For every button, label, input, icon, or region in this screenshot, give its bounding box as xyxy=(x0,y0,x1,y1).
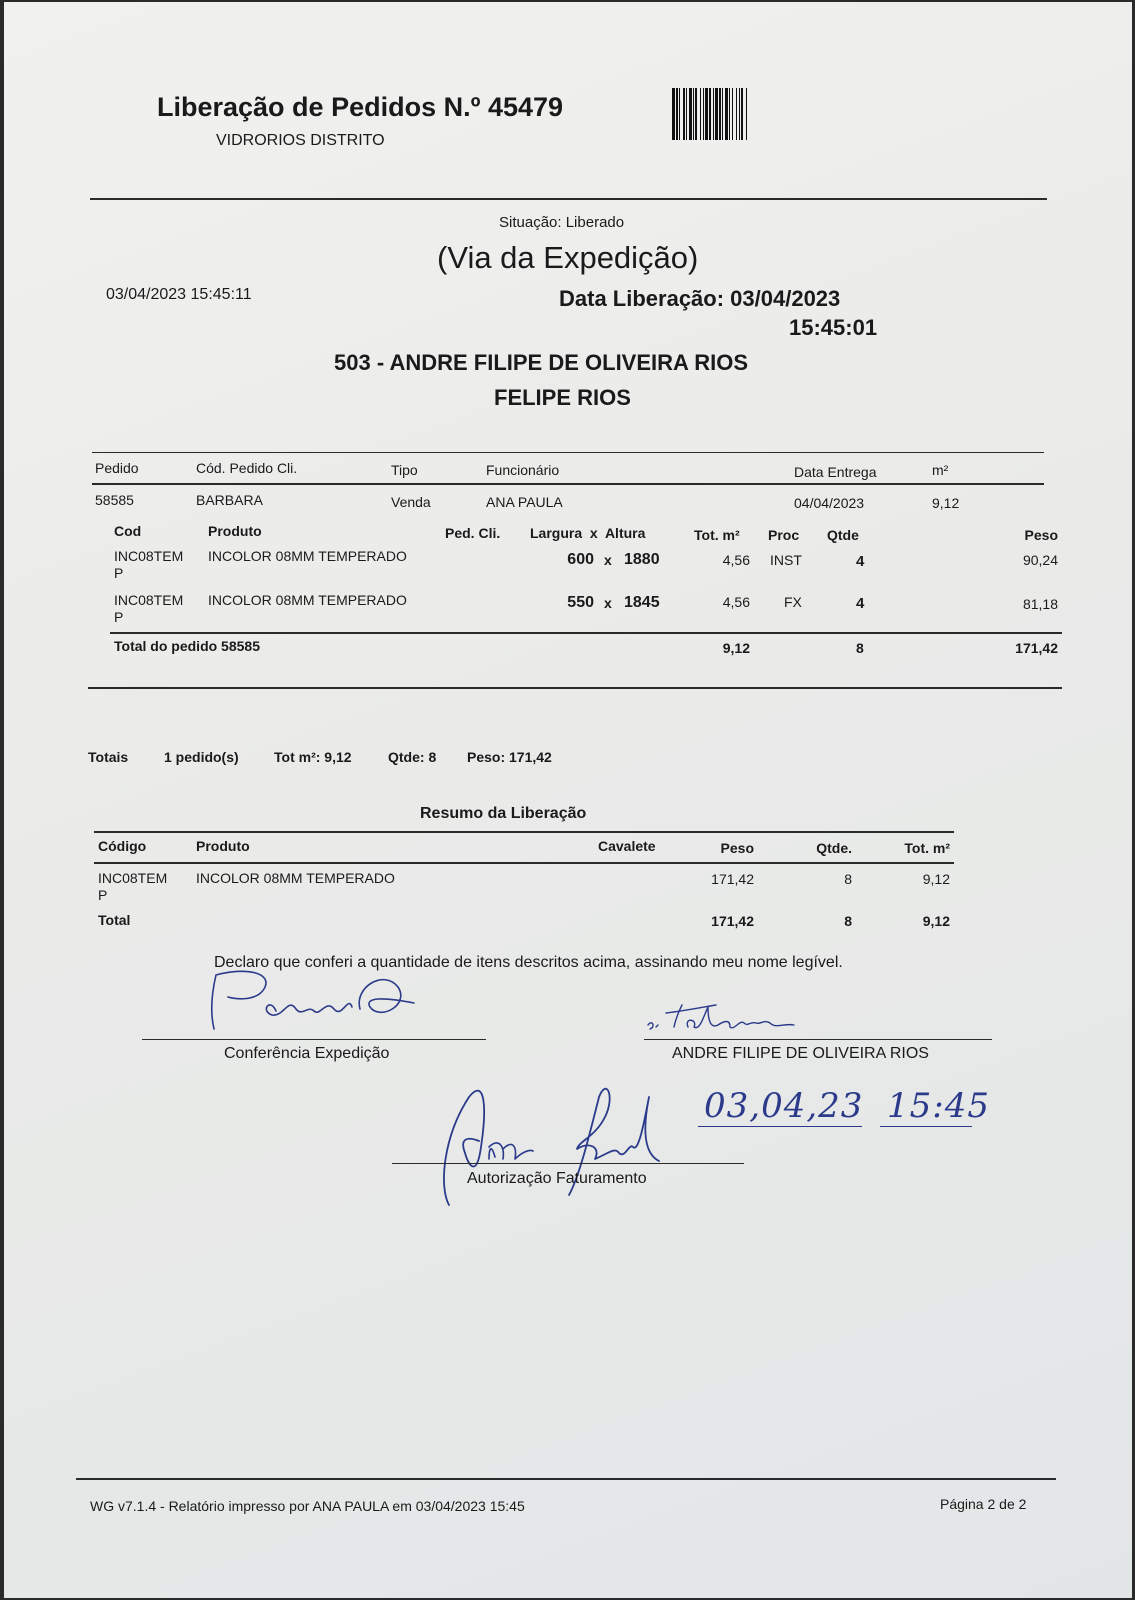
col-produto: Produto xyxy=(208,523,262,539)
label-data-entrega: Data Entrega xyxy=(794,464,877,480)
summary-col-qtde: Qtde. xyxy=(816,840,852,856)
declaration-text: Declaro que conferi a quantidade de itens descritos acima, assinando meu nome legível. xyxy=(214,954,843,971)
summary-top-rule xyxy=(94,831,954,833)
totals-peso: Peso: 171,42 xyxy=(467,749,552,765)
summary-header-rule xyxy=(94,862,954,864)
order-total-rule xyxy=(110,632,1062,634)
release-time: 15:45:01 xyxy=(789,315,878,340)
item-proc: INST xyxy=(770,552,802,568)
company-name: VIDRORIOS DISTRITO xyxy=(216,132,385,149)
summary-col-codigo: Código xyxy=(98,838,147,854)
label-pedido: Pedido xyxy=(95,460,139,476)
summary-produto: INCOLOR 08MM TEMPERADO xyxy=(196,870,395,886)
item-cod: INC08TEM xyxy=(114,548,184,564)
col-qtde: Qtde xyxy=(827,527,859,543)
summary-col-cavalete: Cavalete xyxy=(598,838,656,854)
item-x: x xyxy=(604,595,612,611)
summary-total-tot-m2: 9,12 xyxy=(922,913,950,929)
value-data-entrega: 04/04/2023 xyxy=(794,495,865,511)
order-block-end-rule xyxy=(88,687,1062,689)
item-largura: 600 xyxy=(567,551,594,568)
order-top-rule xyxy=(92,452,1044,453)
order-total-peso: 171,42 xyxy=(1015,640,1058,656)
value-funcionario: ANA PAULA xyxy=(486,494,563,510)
summary-tot-m2: 9,12 xyxy=(922,871,950,887)
summary-qtde: 8 xyxy=(844,871,852,887)
item-peso: 81,18 xyxy=(1022,596,1058,612)
conferencia-label: Conferência Expedição xyxy=(224,1045,390,1062)
order-total-m2: 9,12 xyxy=(722,640,750,656)
signature-line-autorizacao xyxy=(392,1163,744,1164)
summary-codigo: INC08TEM xyxy=(98,870,168,886)
page-number: Página 2 de 2 xyxy=(940,1496,1027,1512)
footer-text: WG v7.1.4 - Relatório impresso por ANA PAULA em 03/04/2023 15:45 xyxy=(90,1498,525,1514)
item-largura: 550 xyxy=(567,594,594,611)
item-qtde: 4 xyxy=(856,553,865,570)
handwritten-time-underline xyxy=(880,1126,972,1127)
barcode-bar xyxy=(747,88,749,140)
header-divider xyxy=(90,198,1047,200)
signature-line-conferencia xyxy=(142,1039,486,1040)
label-cod-pedido-cli: Cód. Pedido Cli. xyxy=(196,460,298,476)
summary-col-peso: Peso xyxy=(720,840,754,856)
client-nickname: FELIPE RIOS xyxy=(494,385,631,410)
item-cod-cont: P xyxy=(114,565,124,581)
handwritten-date-underline xyxy=(698,1126,862,1127)
summary-total-peso: 171,42 xyxy=(711,913,754,929)
item-produto: INCOLOR 08MM TEMPERADO xyxy=(208,548,407,564)
summary-peso: 171,42 xyxy=(711,871,754,887)
print-datetime: 03/04/2023 15:45:11 xyxy=(106,286,252,303)
item-qtde: 4 xyxy=(856,595,865,612)
item-proc: FX xyxy=(784,594,802,610)
col-peso: Peso xyxy=(1024,527,1058,543)
signature-conferencia xyxy=(184,967,444,1037)
item-x: x xyxy=(604,552,612,568)
totals-label: Totais xyxy=(88,749,129,765)
summary-codigo-cont: P xyxy=(98,887,108,903)
order-header-rule xyxy=(92,483,1044,485)
copy-type: (Via da Expedição) xyxy=(437,240,699,275)
signature-client xyxy=(644,997,834,1042)
summary-title: Resumo da Liberação xyxy=(420,805,587,822)
value-tipo: Venda xyxy=(391,494,431,510)
order-total-label: Total do pedido 58585 xyxy=(114,638,260,654)
summary-col-tot-m2: Tot. m² xyxy=(904,840,950,856)
col-ped-cli: Ped. Cli. xyxy=(445,525,501,541)
status-text: Situação: Liberado xyxy=(499,214,625,231)
totals-pedidos: 1 pedido(s) xyxy=(164,749,239,765)
item-tot-m2: 4,56 xyxy=(722,552,750,568)
value-m2: 9,12 xyxy=(932,495,960,511)
item-cod: INC08TEM xyxy=(114,592,184,608)
signature-line-client xyxy=(644,1039,992,1040)
report-page xyxy=(4,2,1132,1598)
signature-autorizacao xyxy=(429,1077,689,1217)
item-cod-cont: P xyxy=(114,609,124,625)
handwritten-date: 03,04,23 15:45 xyxy=(704,1086,991,1126)
release-date: Data Liberação: 03/04/2023 xyxy=(559,286,841,311)
autorizacao-label: Autorização Faturamento xyxy=(467,1170,647,1187)
footer-rule xyxy=(76,1478,1056,1480)
totals-m2: Tot m²: 9,12 xyxy=(274,749,352,765)
barcode xyxy=(672,88,844,140)
order-total-qtde: 8 xyxy=(856,640,864,656)
label-tipo: Tipo xyxy=(391,462,418,478)
summary-total-qtde: 8 xyxy=(844,913,852,929)
value-cod-pedido-cli: BARBARA xyxy=(196,492,263,508)
col-tot-m2: Tot. m² xyxy=(694,527,740,543)
item-produto: INCOLOR 08MM TEMPERADO xyxy=(208,592,407,608)
totals-qtde: Qtde: 8 xyxy=(388,749,437,765)
summary-total-label: Total xyxy=(98,912,131,928)
item-altura: 1880 xyxy=(624,551,660,568)
item-altura: 1845 xyxy=(624,594,660,611)
summary-col-produto: Produto xyxy=(196,838,250,854)
col-largura-altura: Largura x Altura xyxy=(530,525,646,541)
item-tot-m2: 4,56 xyxy=(722,594,750,610)
label-m2: m² xyxy=(932,462,949,478)
label-funcionario: Funcionário xyxy=(486,462,560,478)
client-name: 503 - ANDRE FILIPE DE OLIVEIRA RIOS xyxy=(334,350,748,375)
col-proc: Proc xyxy=(768,527,800,543)
item-peso: 90,24 xyxy=(1022,552,1058,568)
col-cod: Cod xyxy=(114,523,142,539)
value-pedido: 58585 xyxy=(95,492,134,508)
client-signature-label: ANDRE FILIPE DE OLIVEIRA RIOS xyxy=(672,1045,929,1062)
report-title: Liberação de Pedidos N.º 45479 xyxy=(157,92,564,122)
